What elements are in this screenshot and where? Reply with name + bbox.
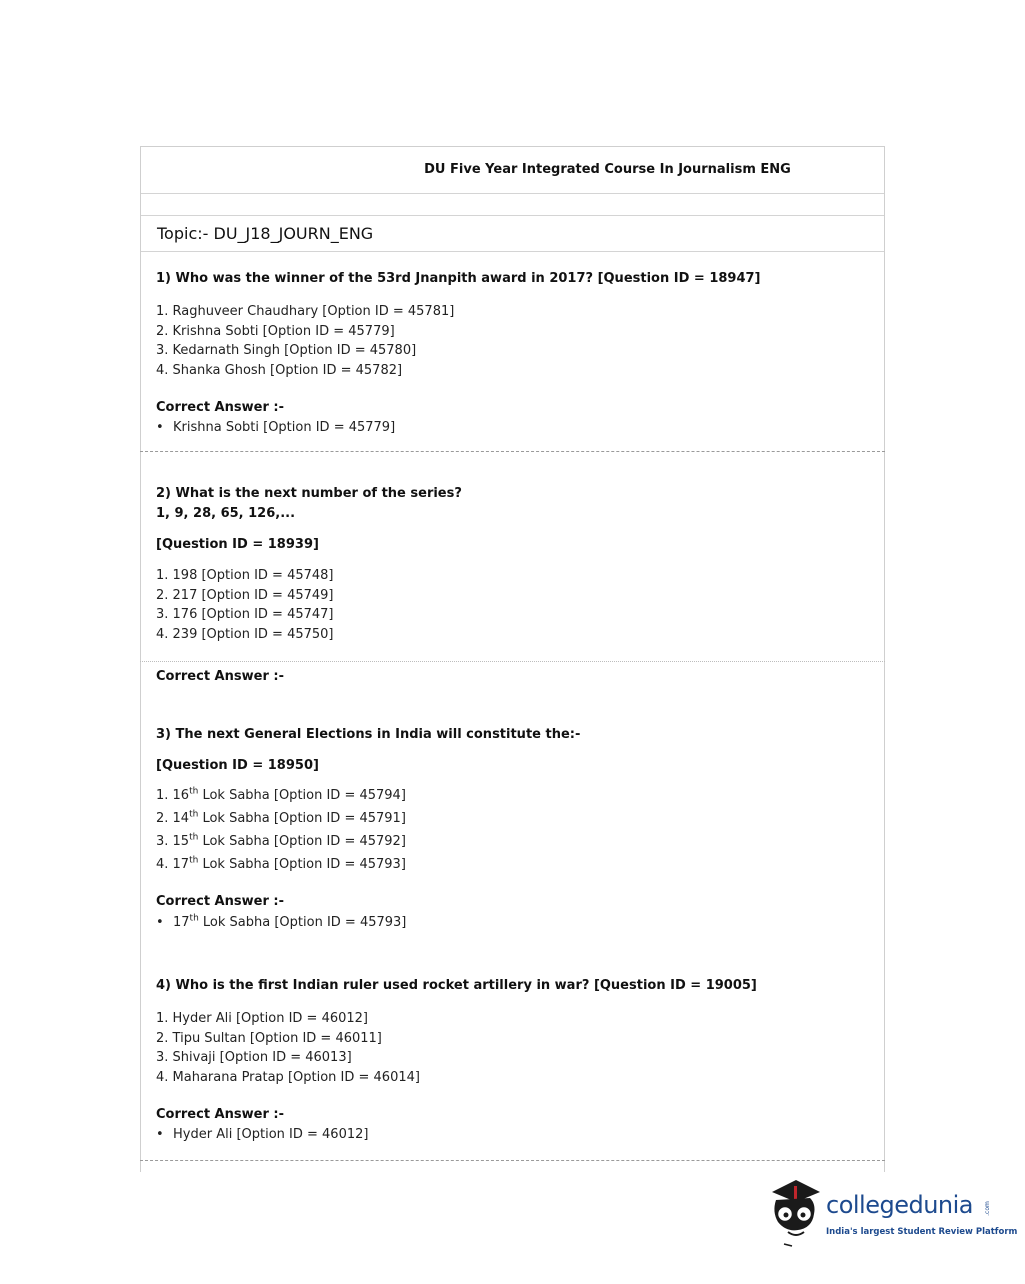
question-1 (156, 269, 761, 435)
question-2-correct-label: Correct Answer :- (156, 669, 284, 684)
option-text: Lok Sabha [Option ID = 45792] (198, 834, 406, 849)
topic-label: Topic:- DU_J18_JOURN_ENG (157, 224, 374, 243)
question-2-option-1: 1. 198 [Option ID = 45748] (156, 568, 334, 583)
question-2-option-2: 2. 217 [Option ID = 45749] (156, 587, 334, 603)
question-4-correct-label: Correct Answer :- (156, 1107, 284, 1122)
question-3-correct-label: Correct Answer :- (156, 894, 284, 909)
question-1-answer: • Krishna Sobti [Option ID = 45779] (156, 420, 761, 435)
ordinal-suffix: th (189, 855, 199, 866)
logo-wordmark: collegedunia (826, 1191, 974, 1219)
paper-header (141, 147, 884, 194)
question-4-option-2: 2. Tipu Sultan [Option ID = 46011] (156, 1030, 382, 1046)
question-4-option-1: 1. Hyder Ali [Option ID = 46012] (156, 1011, 368, 1026)
question-2-text: 2) What is the next number of the series? (156, 486, 462, 501)
question-3-options (156, 784, 580, 876)
question-2-option-4: 4. 239 [Option ID = 45750] (156, 626, 334, 642)
ordinal-suffix: th (189, 786, 199, 797)
question-1-option-3: 3. Kedarnath Singh [Option ID = 45780] (156, 343, 417, 358)
option-number: 3. 15 (156, 834, 190, 849)
ordinal-suffix: th (189, 832, 199, 843)
question-1-text: 1) Who was the winner of the 53rd Jnanpith award in 2017? [Question ID = 18947] (156, 271, 761, 286)
question-4-option-3: 3. Shivaji [Option ID = 46013] (156, 1050, 352, 1065)
question-4-text: 4) Who is the first Indian ruler used rocket artillery in war? [Question ID = 19005] (156, 978, 757, 993)
question-1-option-1: 1. Raghuveer Chaudhary [Option ID = 45781] (156, 304, 455, 319)
question-3-option-3 (156, 830, 580, 853)
option-text: Lok Sabha [Option ID = 45793] (198, 857, 406, 872)
logo-com-suffix: .com (983, 1201, 991, 1216)
question-3-option-2 (156, 807, 580, 830)
question-4-answer: • Hyder Ali [Option ID = 46012] (156, 1127, 757, 1142)
question-1-option-2: 2. Krishna Sobti [Option ID = 45779] (156, 323, 395, 339)
separator-1 (140, 451, 885, 452)
separator-3 (140, 1160, 885, 1161)
ordinal-suffix: th (189, 809, 199, 820)
answer-text: Lok Sabha [Option ID = 45793] (198, 915, 407, 930)
question-2 (156, 484, 462, 644)
question-1-options (156, 302, 761, 380)
question-4-option-4: 4. Maharana Pratap [Option ID = 46014] (156, 1069, 420, 1085)
ordinal-suffix: th (189, 913, 199, 924)
answer-number: 17 (173, 915, 190, 930)
paper-title: DU Five Year Integrated Course In Journalism ENG (424, 162, 791, 177)
question-1-correct-label: Correct Answer :- (156, 400, 284, 415)
question-3-option-4 (156, 853, 580, 876)
logo-tagline: India's largest Student Review Platform (826, 1227, 1018, 1237)
option-number: 4. 17 (156, 857, 190, 872)
question-4-options (156, 1009, 757, 1087)
option-number: 2. 14 (156, 811, 190, 826)
mascot-icon (766, 1178, 824, 1248)
separator-2 (140, 661, 885, 662)
question-2-series: 1, 9, 28, 65, 126,... (156, 506, 296, 521)
header-spacer-row (141, 194, 884, 216)
question-2-option-3: 3. 176 [Option ID = 45747] (156, 607, 334, 622)
question-3-answer (156, 915, 580, 930)
question-3-option-1 (156, 784, 580, 807)
question-2-id: [Question ID = 18939] (156, 537, 319, 552)
question-2-correct-section (156, 669, 284, 684)
option-text: Lok Sabha [Option ID = 45794] (198, 788, 406, 803)
question-3-id: [Question ID = 18950] (156, 758, 319, 773)
topic-row (141, 216, 884, 252)
question-1-option-4: 4. Shanka Ghosh [Option ID = 45782] (156, 362, 403, 378)
question-4 (156, 976, 757, 1142)
option-number: 1. 16 (156, 788, 190, 803)
collegedunia-logo (766, 1178, 1018, 1248)
option-text: Lok Sabha [Option ID = 45791] (198, 811, 406, 826)
question-3 (156, 725, 580, 930)
question-2-options (156, 566, 462, 644)
question-3-text: 3) The next General Elections in India will constitute the:- (156, 727, 581, 742)
